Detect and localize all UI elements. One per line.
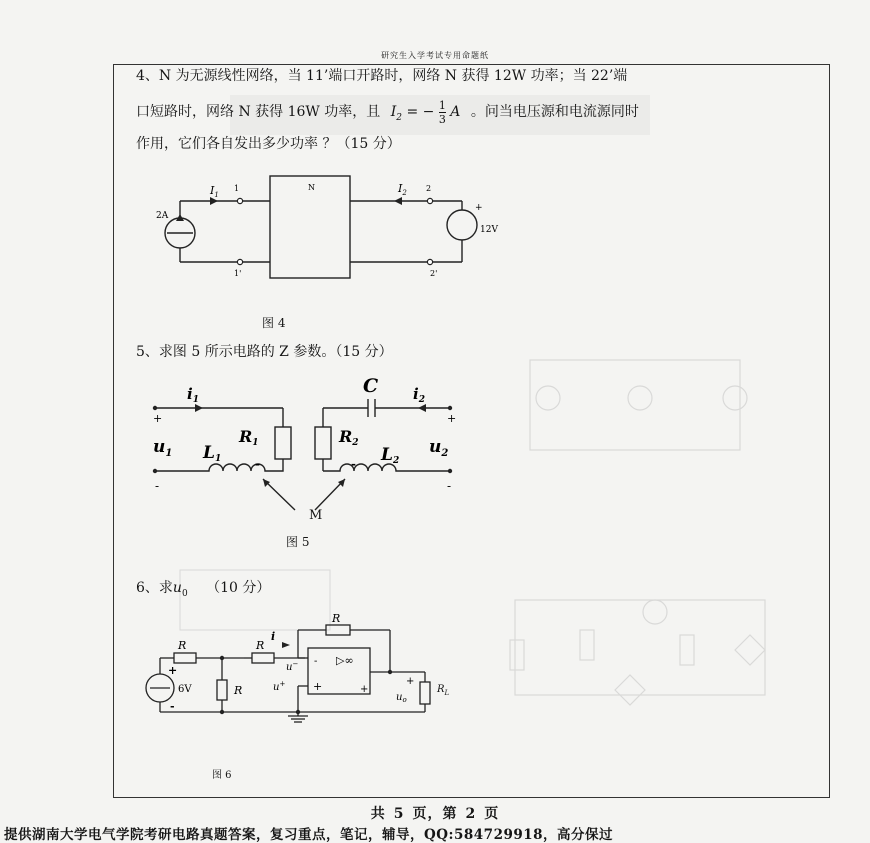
opamp-output-plus: + (360, 684, 369, 695)
opamp-symbol: ▷∞ (336, 654, 354, 667)
u-plus-label: u+ (273, 680, 286, 693)
resistor-feedback-label: R (332, 612, 341, 625)
inductor-l2-label: L2 (381, 445, 400, 466)
resistor-label-3: R (234, 684, 243, 697)
mutual-inductance-label: M (309, 508, 323, 523)
port-1-minus: - (155, 479, 160, 493)
resistor-label-1: R (178, 639, 187, 652)
question-5-text: 5、求图 5 所示电路的 Z 参数。（15 分） (136, 344, 393, 360)
port-2-plus: + (447, 412, 457, 425)
figure-5-circuit (145, 372, 485, 512)
load-resistor-label: $R_L$ (437, 684, 450, 697)
u-minus-label: u− (286, 660, 299, 673)
current-i1-label: $i_1$ (187, 385, 199, 405)
question-4-line-3: 作用，它们各自发出多少功率 ？（15 分） (136, 136, 401, 152)
current-source-label: 2A (156, 211, 169, 221)
node-2-label: 2 (426, 184, 432, 193)
figure-4-caption: 图 4 (262, 316, 286, 330)
opamp-plus-input: + (313, 680, 323, 693)
promo-banner: 提供湖南大学电气学院考研电路真题答案，复习重点，笔记，辅导，QQ:584729918，高分保过 (4, 827, 614, 843)
current-i2-label: $i_2$ (413, 385, 425, 405)
current-i1-label: $I_1$ (210, 184, 219, 199)
figure-5-caption: 图 5 (286, 535, 310, 549)
output-uo-label: $u_o$ (396, 692, 407, 704)
node-2p-label: 2' (430, 269, 438, 278)
network-n-label: N (308, 183, 315, 192)
voltage-source-label: 12V (480, 225, 498, 235)
inductor-l1-label: L1 (203, 443, 222, 464)
port-2-minus: - (447, 479, 452, 493)
source-plus: + (168, 664, 178, 677)
node-1p-label: 1' (234, 269, 242, 278)
figure-4-circuit (150, 170, 530, 290)
node-1-label: 1 (234, 184, 240, 193)
l1-dot-mark: - (255, 457, 260, 471)
current-formula: $I_2$ = − $\frac{1}{3}$ A (390, 98, 461, 126)
voltage-u1-label: $u_1$ (153, 437, 173, 459)
voltage-source-label: 6V (178, 684, 192, 695)
question-6-text: 6、求$u_0$ （10 分） (136, 580, 271, 599)
figure-6-caption: 图 6 (212, 770, 232, 781)
resistor-r1-label: R1 (239, 427, 259, 448)
question-4-line-1: 4、N 为无源线性网络，当 11’端口开路时，网络 N 获得 12W 功率；当 22’端 (136, 68, 628, 84)
question-4-text-b: 。问当电压源和电流源同时 (470, 104, 639, 120)
l2-dot-mark: - (351, 457, 356, 471)
figure-6-circuit (140, 612, 440, 727)
question-4-text-a: 口短路时，网络 N 获得 16W 功率，且 (136, 104, 381, 120)
source-minus: - (170, 700, 175, 713)
page-footer: 共 5 页，第 2 页 (370, 806, 500, 822)
output-plus: + (406, 676, 415, 687)
page-header: 研究生入学考试专用命题纸 (381, 51, 489, 60)
resistor-label-2: R (256, 639, 265, 652)
voltage-source-plus: + (475, 203, 483, 213)
current-i2-label: $I_2$ (398, 182, 407, 197)
question-4-line-2 (136, 98, 639, 132)
current-i-label: i (271, 630, 276, 643)
voltage-u2-label: $u_2$ (429, 437, 449, 459)
opamp-minus-input: - (314, 656, 318, 667)
port-1-plus: + (153, 412, 163, 425)
capacitor-c-label: C (363, 375, 379, 397)
resistor-r2-label: R2 (339, 427, 359, 448)
